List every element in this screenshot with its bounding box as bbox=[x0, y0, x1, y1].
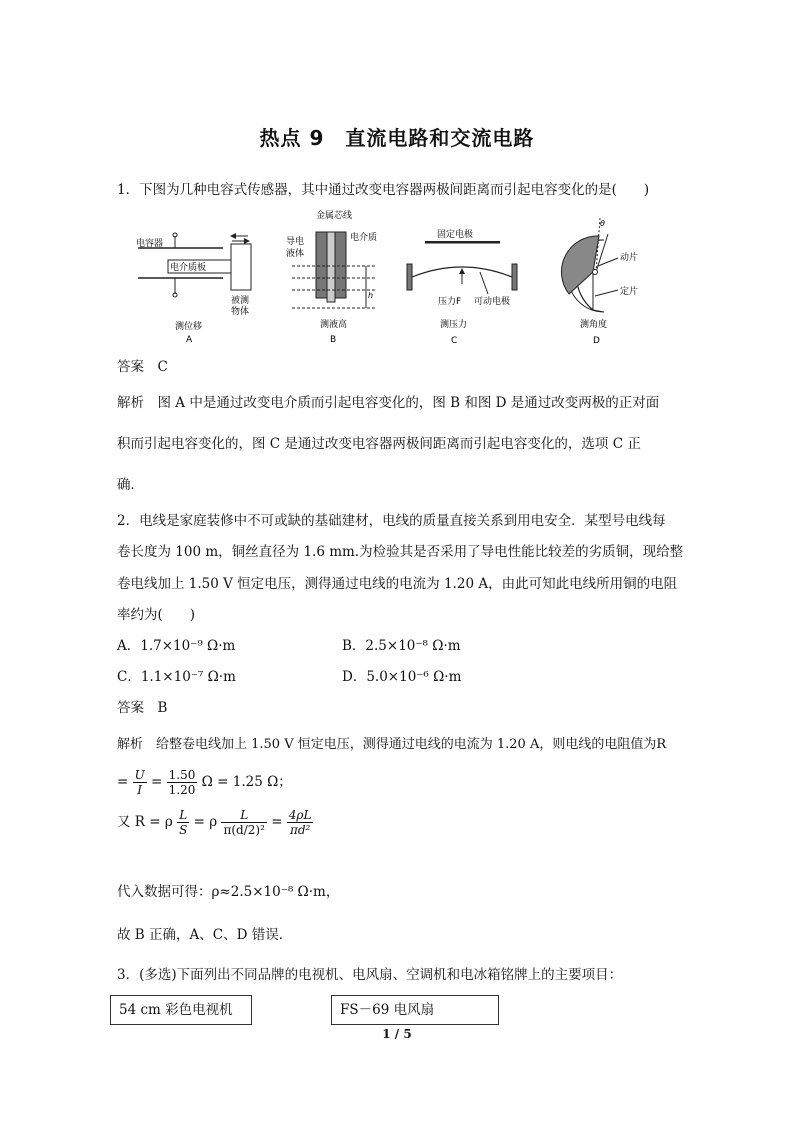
fig-a-letter: A bbox=[186, 335, 193, 345]
fig-c-letter: C bbox=[451, 336, 458, 346]
eq1-denominator-value: 1.20 bbox=[168, 783, 196, 797]
fig-b-liquid-label: 导电 bbox=[286, 237, 305, 247]
fig-a-object-label: 被测 bbox=[231, 296, 250, 306]
figure-d bbox=[548, 210, 658, 348]
fig-d-theta-label: θ bbox=[600, 219, 605, 228]
measured-object bbox=[231, 244, 251, 290]
fig-a-object-label2: 物体 bbox=[231, 307, 250, 317]
fig-d-letter: D bbox=[593, 336, 600, 346]
fig-b-caption: 测液高 bbox=[320, 320, 348, 330]
fig-a-capacitor-label: 电容器 bbox=[136, 239, 164, 249]
fig-b-letter: B bbox=[330, 335, 337, 345]
figure-a bbox=[128, 212, 263, 347]
fig-c-movable-label: 可动电极 bbox=[474, 297, 511, 307]
eq2-num: L bbox=[177, 808, 189, 823]
q3-question: 3．(多选)下面列出不同品牌的电视机、电风扇、空调机和电冰箱铭牌上的主要项目： bbox=[117, 967, 623, 983]
fig-b-h-label: h bbox=[368, 291, 374, 300]
q1-answer: 答案 C bbox=[117, 359, 168, 375]
q3-table-tv: 54 cm 彩色电视机 bbox=[110, 995, 252, 1025]
fig-d-fixed-label: 定片 bbox=[620, 287, 639, 297]
figure-c bbox=[400, 222, 525, 348]
q1-question: 1．下图为几种电容式传感器，其中通过改变电容器两极间距离而引起电容变化的是( ) bbox=[117, 182, 650, 198]
page-title: 热点 9 直流电路和交流电路 bbox=[259, 126, 535, 150]
q2-conclusion: 故 B 正确，A、C、D 错误． bbox=[117, 927, 293, 943]
q2-line2: 卷长度为 100 m，铜丝直径为 1.6 mm.为检验其是否采用了导电性能比较差的劣质铜，现给整 bbox=[117, 544, 684, 560]
q2-line1: 2．电线是家庭装修中不可或缺的基础建材，电线的质量直接关系到用电安全．某型号电线每 bbox=[117, 513, 666, 529]
q2-result: 代入数据可得：ρ≈2.5×10⁻⁸ Ω·m， bbox=[117, 884, 340, 900]
fig-a-dielectric-label: 电介质板 bbox=[170, 263, 207, 273]
equation-1: = $\frac{U}{I}$ = $\frac{1.50}{1.20}$ Ω = 1.25 Ω； bbox=[117, 768, 292, 797]
eq2-num3: L bbox=[221, 808, 266, 823]
eq2-prefix: 又 R = ρ bbox=[117, 814, 173, 830]
eq1-tail: Ω = 1.25 Ω； bbox=[201, 774, 292, 790]
q3-table-fan: FS－69 电风扇 bbox=[331, 995, 499, 1025]
q2-line4: 率约为( ) bbox=[117, 607, 196, 623]
q2-analysis: 解析 给整卷电线加上 1.50 V 恒定电压，测得通过电线的电流为 1.20 A，则电线的电阻值为R bbox=[117, 737, 667, 752]
fig-b-core-label: 金属芯线 bbox=[316, 211, 353, 221]
eq1-numerator-value: 1.50 bbox=[168, 768, 196, 782]
fixed-electrode bbox=[425, 241, 500, 244]
metal-core bbox=[327, 232, 335, 302]
q1-analysis-line1: 解析 图 A 中是通过改变电介质而引起电容变化的，图 B 和图 D 是通过改变两极的正对面 bbox=[117, 395, 660, 411]
fig-a-caption: 测位移 bbox=[175, 322, 203, 332]
q2-option-b: B．2.5×10⁻⁸ Ω·m bbox=[342, 638, 461, 654]
q2-answer: 答案 B bbox=[117, 700, 168, 716]
support-right bbox=[512, 264, 517, 290]
fig-c-fixed-label: 固定电极 bbox=[437, 230, 474, 240]
eq2-den3: π(d/2)² bbox=[223, 823, 265, 837]
fig-c-force-label: 压力F bbox=[438, 297, 462, 307]
eq2-den4: πd² bbox=[289, 823, 311, 837]
q2-line3: 卷电线加上 1.50 V 恒定电压，测得通过电线的电流为 1.20 A，由此可知此电线所用铜的电阻 bbox=[117, 576, 678, 592]
q2-option-a: A．1.7×10⁻⁹ Ω·m bbox=[117, 638, 236, 654]
eq1-denominator: I bbox=[137, 783, 143, 797]
eq1-numerator: U bbox=[134, 768, 145, 782]
q2-option-c: C．1.1×10⁻⁷ Ω·m bbox=[117, 669, 236, 685]
fig-b-dielectric-label: 电介质 bbox=[350, 233, 378, 243]
fig-d-moving-label: 动片 bbox=[620, 253, 639, 263]
eq2-mid: = ρ bbox=[193, 814, 218, 830]
q1-analysis-line2: 积而引起电容变化的，图 C 是通过改变电容器两极间距离而引起电容变化的，选项 C 正 bbox=[117, 436, 641, 452]
q2-option-d: D．5.0×10⁻⁶ Ω·m bbox=[342, 669, 462, 685]
fig-d-caption: 测角度 bbox=[580, 320, 608, 330]
fig-c-caption: 测压力 bbox=[440, 320, 468, 330]
figure-b bbox=[280, 208, 390, 348]
q1-analysis-line3: 确． bbox=[117, 477, 144, 493]
support-left bbox=[407, 264, 412, 290]
page-number: 1 / 5 bbox=[382, 1027, 412, 1041]
eq2-den: S bbox=[179, 823, 188, 837]
fig-b-liquid-label2: 液体 bbox=[286, 249, 305, 259]
eq2-num4: 4ρL bbox=[288, 808, 312, 822]
equation-2: 又 R = ρ $\frac{L}{S}$ = ρ $\frac{L}{\text{π(d/2)²}}$ = $\frac{4\rho L}{\text{πd²}}$ bbox=[117, 808, 312, 837]
